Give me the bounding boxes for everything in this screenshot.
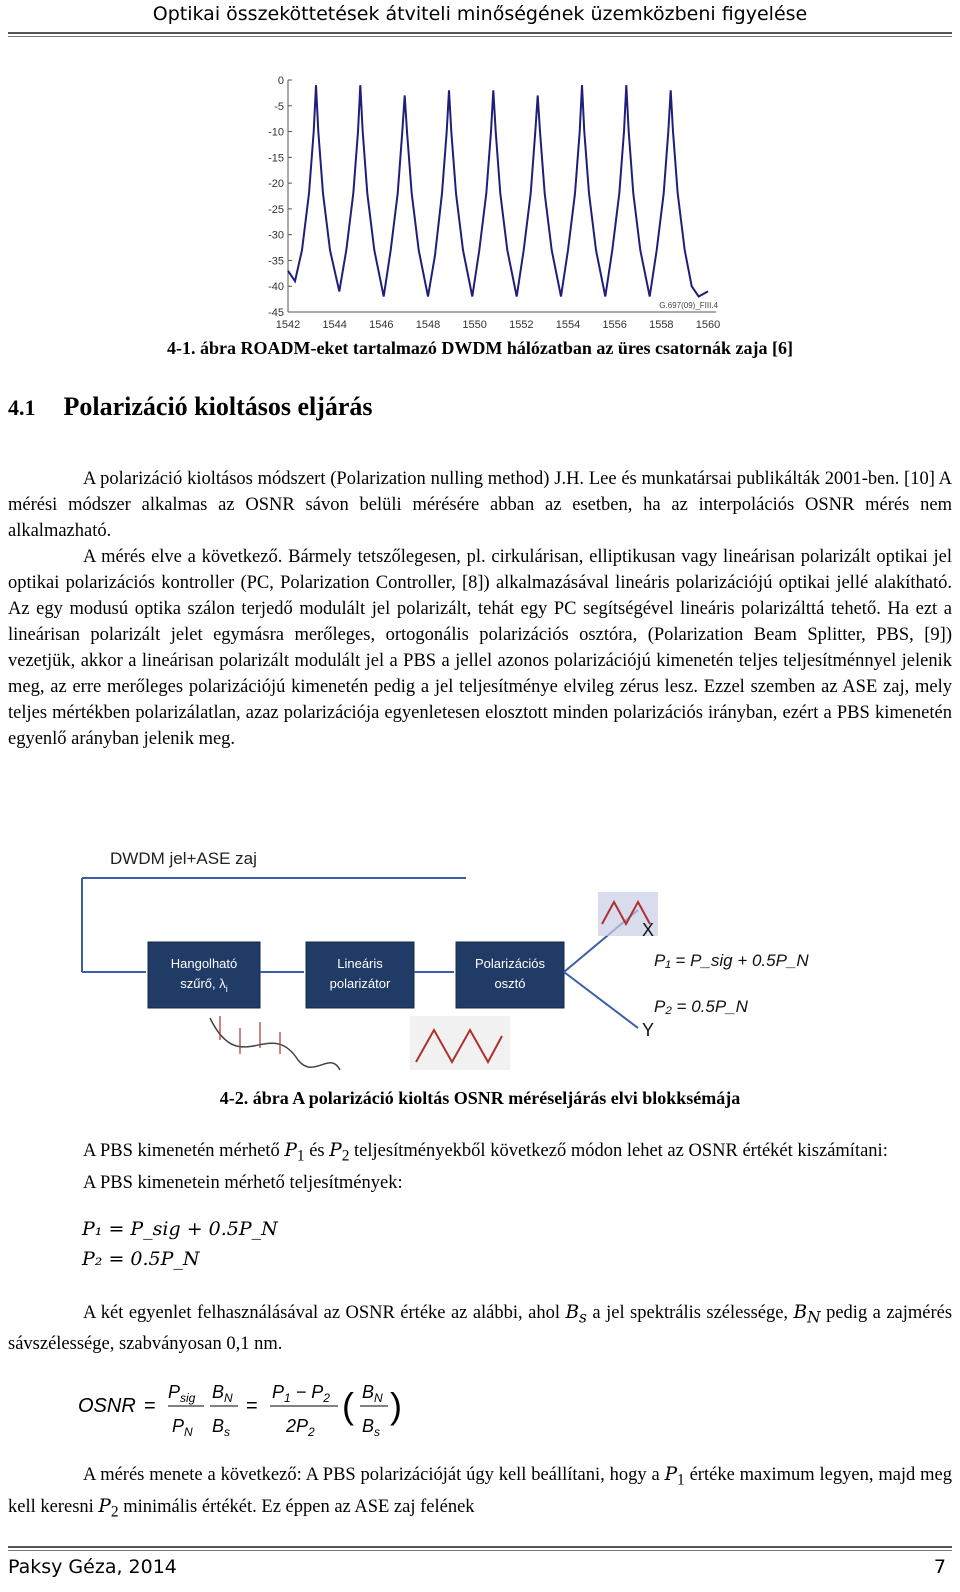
paragraph-1: A polarizáció kioltásos módszert (Polarization nulling method) J.H. Lee és munkatársai publikálták 2001-ben. [10] A mérési módszer alkalmas az OSNR sávon belüli mérésére abban az esetben, ha az interpolációs OSNR mérés nem alkalmazható. (8, 469, 952, 541)
p2-formula: P₂ = 0.5P_N (654, 997, 748, 1016)
svg-text:Psig: $P_{sig}$ (168, 1382, 196, 1405)
diagram-top-label: DWDM jel+ASE zaj (110, 849, 257, 868)
running-header: Optikai összeköttetések átviteli minőségének üzemközbeni figyelése (152, 3, 808, 25)
svg-text:BN: $B_N$ (362, 1382, 383, 1405)
paragraph-5: A mérés menete a következő: A PBS polarizációját úgy kell beállítani, hogy a $P_1$ értéke maximum legyen, majd meg kell keresni $P_2$ minimális értékét. Ez éppen az ASE zaj felének (8, 1464, 953, 1521)
paragraph-procedure (8, 1462, 952, 1525)
x-tick-label: 1542 (275, 319, 301, 331)
svg-text:P1 − P2: $P_1 - P_2$ (272, 1382, 330, 1405)
paragraph-3: A PBS kimenetén mérhető $P_1$ és $P_2$ teljesítményekből következő módon lehet az OSNR értékét kiszámítani: (83, 1140, 888, 1165)
svg-text:): ) (390, 1385, 402, 1426)
tunable-filter-label-1: Hangolható (170, 956, 238, 971)
footer-rule (8, 1546, 952, 1548)
polarization-splitter-box (456, 942, 564, 1008)
y-output-label: Y (642, 1020, 655, 1040)
y-tick-label: -5 (274, 100, 284, 113)
block-diagram (70, 840, 810, 1080)
y-tick-label: -45 (268, 307, 284, 319)
equation-p1: P₁ = P_sig + 0.5P_N (82, 1218, 278, 1240)
paragraph-4: A két egyenlet felhasználásával az OSNR értéke az alábbi, ahol $B_s$ a jel spektrális szélessége, $B_N$ pedig a zajmérés sávszélessége, szabványosan 0,1 nm. (8, 1302, 953, 1354)
paragraph-osnr-intro (8, 1138, 952, 1196)
source-label: G.697(09)_FIII.4 (659, 301, 718, 310)
noise-spectrum-chart (258, 72, 728, 334)
osnr-equation (78, 1376, 438, 1442)
tunable-filter-box (148, 942, 260, 1008)
y-wave-icon (410, 1016, 510, 1070)
polarization-splitter-label-2: osztó (494, 976, 526, 991)
y-tick-label: -25 (268, 203, 284, 216)
svg-text:=: = (144, 1395, 156, 1417)
x-tick-label: 1556 (602, 319, 627, 331)
page-number: 7 (933, 1556, 946, 1578)
x-tick-label: 1554 (555, 319, 581, 331)
paragraph-osnr-formula-intro (8, 1300, 952, 1357)
x-tick-label: 1546 (369, 319, 394, 331)
footer-rule-thin (8, 1550, 952, 1551)
tunable-filter-label-2: szűrő, $\lambda_i$ (180, 976, 228, 994)
y-tick-label: -20 (268, 178, 284, 191)
x-tick-label: 1560 (695, 319, 721, 331)
linear-polarizer-label-1: Lineáris (337, 956, 383, 971)
linear-polarizer-label-2: polarizátor (329, 976, 391, 991)
x-tick-label: 1548 (415, 319, 441, 331)
paragraph-2: A mérés elve a következő. Bármely tetszőlegesen, pl. cirkulárisan, elliptikusan vagy lineárisan polarizált optikai jel optikai polarizációs kontroller (PC, Polarization Controller, [8]) alkalmazásával lineáris polarizációjú optikai jellé alakítható. Az egy modusú optika szálon terjedő modulált jel polarizált, tehát egy PC segítségével lineáris polarizálttá tehető. Ha ezt a lineárisan polarizált jelet egymásra merőleges, ortogonális polarizációs osztóra, (Polarization Beam Splitter, PBS, [9]) vezetjük, akkor a lineárisan polarizált modulált jel a PBS a jellel azonos polarizációjú kimenetén teljes teljesítménnyel jelenik meg, az erre merőleges polarizációjú kimenetén pedig a jel teljesítménye elvileg zérus lesz. Ezzel szemben az ASE zaj, mely teljes mértékben polarizálatlan, azaz polarizációja egyenletesen elosztott minden polarizációs irányban, ezért a PBS kimenetén egyenlő arányban jelenik meg. (8, 547, 952, 749)
y-tick-label: -40 (268, 281, 284, 294)
y-tick-label: 0 (277, 75, 284, 87)
x-output-label: X (642, 920, 655, 940)
svg-text:BN: $B_N$ (212, 1382, 233, 1405)
polarization-splitter-label-1: Polarizációs (474, 956, 546, 971)
paragraph-3-line: A PBS kimenetein mérhető teljesítmények: (83, 1172, 403, 1193)
x-tick-label: 1552 (509, 319, 534, 331)
footer-author: Paksy Géza, 2014 (8, 1556, 177, 1578)
svg-text:Bs: $B_s$ (362, 1416, 381, 1439)
polarization-helix-icon (210, 1016, 340, 1070)
header-rule (8, 32, 952, 34)
paragraph-intro (8, 466, 952, 752)
x-tick-label: 1558 (649, 319, 674, 331)
section-number: 4.1 (8, 395, 36, 420)
header-rule-thin (8, 36, 952, 37)
section-title: Polarizáció kioltásos eljárás (63, 392, 373, 421)
linear-polarizer-box (306, 942, 414, 1008)
figure-2-caption: 4-2. ábra A polarizáció kioltás OSNR méréseljárás elvi blokksémája (219, 1088, 741, 1108)
spectrum-series-line (288, 85, 708, 296)
output-y-line (564, 972, 638, 1028)
x-tick-label: 1550 (462, 319, 487, 331)
svg-text:Bs: $B_s$ (212, 1416, 231, 1439)
figure-1-caption: 4-1. ábra ROADM-eket tartalmazó DWDM hálózatban az üres csatornák zaja [6] (166, 338, 794, 358)
svg-text:=: = (246, 1395, 258, 1417)
svg-text:2P2: $2P_2$ (286, 1416, 315, 1439)
equation-p2: P₂ = 0.5P_N (82, 1248, 200, 1270)
osnr-label: OSNR (78, 1395, 136, 1417)
y-tick-label: -15 (268, 152, 284, 165)
svg-text:(: ( (342, 1385, 354, 1426)
svg-text:PN: $P_N$ (172, 1416, 193, 1439)
x-tick-label: 1544 (322, 319, 347, 331)
section-heading (8, 392, 373, 422)
p1-formula: P₁ = P_sig + 0.5P_N (654, 951, 809, 970)
y-tick-label: -10 (268, 126, 284, 139)
y-tick-label: -35 (268, 255, 284, 268)
y-tick-label: -30 (268, 229, 284, 242)
